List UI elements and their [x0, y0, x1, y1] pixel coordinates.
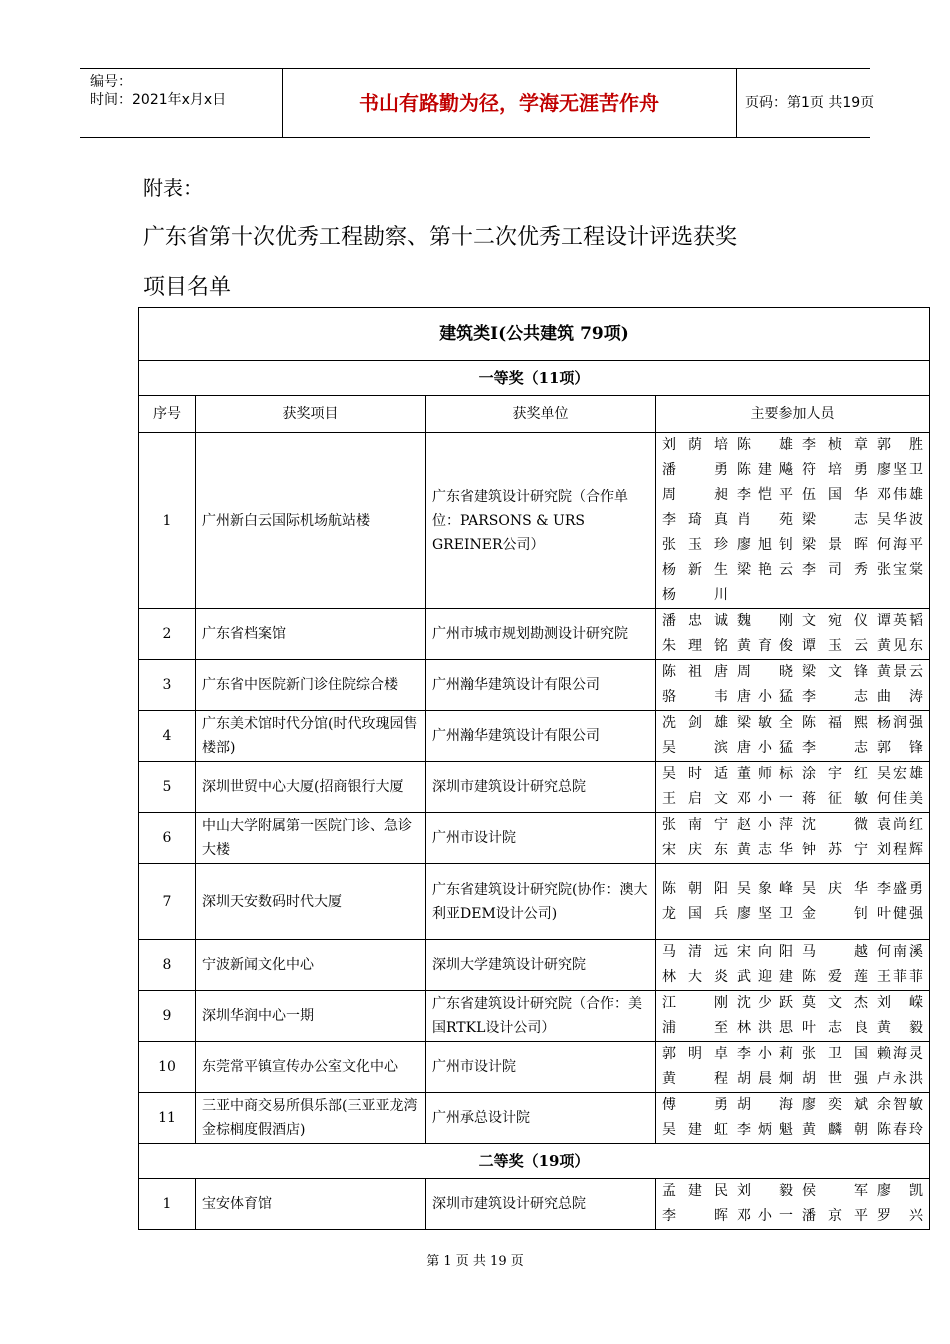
participant-name: 曲 涛: [877, 689, 923, 705]
project-name: 三亚中商交易所俱乐部(三亚亚龙湾金棕榈度假酒店): [196, 1093, 426, 1144]
participant-name: 胡 海: [737, 1097, 793, 1113]
award-level-row: [139, 1144, 930, 1179]
award-level-label: 一等奖（11项）: [139, 361, 930, 396]
participants-line: [662, 813, 923, 838]
participant-name: 符培勇: [802, 462, 868, 478]
participants-line: [662, 991, 923, 1016]
participants: [656, 1179, 930, 1230]
participant-name: 刘荫培: [662, 437, 728, 453]
participant-name: 莫文杰: [802, 995, 868, 1011]
participants-line: [662, 660, 923, 685]
participant-name: 何南溪: [877, 944, 923, 960]
participant-name: 廖坚卫: [737, 905, 793, 922]
award-unit: 广州瀚华建筑设计有限公司: [426, 660, 656, 711]
page-title-line1: 广东省第十次优秀工程勘察、第十二次优秀工程设计评选获奖: [143, 225, 738, 250]
participants: [656, 609, 930, 660]
participant-name: 胡世强: [802, 1071, 868, 1087]
participant-name: 余智敏: [877, 1097, 923, 1113]
participant-name: 潘 勇: [662, 462, 728, 478]
project-name: 东莞常平镇宣传办公室文化中心: [196, 1042, 426, 1093]
participants-line: [662, 433, 923, 458]
participant-name: 刘程辉: [877, 842, 923, 858]
table-row: [139, 864, 930, 940]
participant-name: 潘京平: [802, 1208, 868, 1224]
award-unit: 广州瀚华建筑设计有限公司: [426, 711, 656, 762]
participants: [656, 433, 930, 609]
page-title-line2: 项目名单: [143, 275, 232, 300]
project-name: 中山大学附属第一医院门诊、急诊大楼: [196, 813, 426, 864]
participant-name: 吴建虹: [662, 1122, 728, 1138]
participants-line: [662, 711, 923, 736]
participant-name: 何佳美: [877, 791, 923, 807]
participants-line: [662, 877, 923, 902]
participants-line: [662, 1042, 923, 1067]
participant-name: 李桢章: [802, 437, 868, 453]
participants-line: [662, 483, 923, 508]
participant-name: 吴 滨: [662, 740, 728, 756]
table-row: [139, 940, 930, 991]
participant-name: 张卫国: [802, 1046, 868, 1062]
participants-line: [662, 685, 923, 710]
participant-name: 卢永洪: [877, 1071, 923, 1087]
table-row: [139, 609, 930, 660]
table-row: [139, 762, 930, 813]
participants-line: [662, 1016, 923, 1041]
participant-empty: [737, 583, 793, 608]
participant-name: 王菲菲: [877, 969, 923, 985]
participant-name: 金 钊: [802, 905, 868, 922]
participant-name: 郭明卓: [662, 1046, 728, 1062]
participant-name: 张宝棠: [877, 562, 923, 578]
participants-line: [662, 838, 923, 863]
column-header-row: [139, 396, 930, 433]
participant-name: 吴庆华: [802, 880, 868, 897]
participant-name: 伍国华: [802, 487, 868, 503]
time-label: 时间：2021年x月x日: [90, 92, 227, 108]
participant-name: 宋向阳: [737, 944, 793, 960]
award-unit: 深圳大学建筑设计研究院: [426, 940, 656, 991]
participants: [656, 1093, 930, 1144]
appendix-label: 附表：: [143, 176, 203, 200]
participant-name: 周 晓: [737, 664, 793, 680]
participant-name: 廖旭钊: [737, 537, 793, 553]
participant-name: 黄 程: [662, 1071, 728, 1087]
participant-name: 周 昶: [662, 487, 728, 503]
participants-line: [662, 736, 923, 761]
page-footer: 第 1 页 共 19 页: [426, 1254, 524, 1269]
participant-name: 孟建民: [662, 1183, 728, 1199]
participants: [656, 940, 930, 991]
row-number: 4: [139, 711, 196, 762]
participant-name: 冼剑雄: [662, 715, 728, 731]
participant-name: 李 志: [802, 740, 868, 756]
page-label: 页码：第1页 共19页: [745, 95, 875, 111]
participant-name: 肖 苑: [737, 512, 793, 528]
project-name: 广东省档案馆: [196, 609, 426, 660]
participant-name: 黄见东: [877, 638, 923, 654]
participant-name: 罗 兴: [877, 1208, 923, 1224]
participants-line: [662, 609, 923, 634]
participants-line: [662, 508, 923, 533]
participants-line: [662, 1118, 923, 1143]
participant-empty: [802, 583, 868, 608]
participant-name: 潘忠诚: [662, 613, 728, 629]
award-unit: 广州市设计院: [426, 1042, 656, 1093]
participant-name: 邓伟雄: [877, 487, 923, 503]
award-level-row: [139, 361, 930, 396]
participant-empty: [877, 583, 923, 608]
participants-line: [662, 458, 923, 483]
participants-line: [662, 1179, 923, 1204]
participant-name: 陈 雄: [737, 437, 793, 453]
header-page-cell: [737, 69, 875, 137]
category-title: 建筑类Ⅰ(公共建筑 79项): [139, 308, 930, 361]
row-number: 7: [139, 864, 196, 940]
participant-name: 马清远: [662, 944, 728, 960]
participant-name: 魏 刚: [737, 613, 793, 629]
category-row: [139, 308, 930, 361]
participant-name: 杨新生: [662, 562, 728, 578]
code-label: 编号：: [90, 74, 132, 90]
participant-name: 郭 锋: [877, 740, 923, 756]
participant-name: 董师标: [737, 766, 793, 782]
participants-line: [662, 558, 923, 583]
participants-line: [662, 634, 923, 659]
participant-name: 王启文: [662, 791, 728, 807]
award-unit: 广州承总设计院: [426, 1093, 656, 1144]
participant-name: 李盛勇: [877, 880, 923, 897]
participants: [656, 762, 930, 813]
column-header: 主要参加人员: [656, 396, 930, 433]
participant-name: 吴宏雄: [877, 766, 923, 782]
row-number: 1: [139, 433, 196, 609]
participant-name: 赖海灵: [877, 1046, 923, 1062]
participant-name: 袁尚红: [877, 817, 923, 833]
participant-name: 叶志良: [802, 1020, 868, 1036]
header-meta-cell: [80, 69, 283, 137]
participants-line: [662, 583, 923, 608]
participant-name: 陈福熙: [802, 715, 868, 731]
participant-name: 吴象峰: [737, 880, 793, 897]
award-unit: 广东省建筑设计研究院(协作：澳大利亚DEM设计公司): [426, 864, 656, 940]
participant-name: 黄志华: [737, 842, 793, 858]
table-row: [139, 991, 930, 1042]
participant-name: 赵小萍: [737, 817, 793, 833]
participant-name: 谭玉云: [802, 638, 868, 654]
participant-name: 林洪思: [737, 1020, 793, 1036]
row-number: 3: [139, 660, 196, 711]
participant-name: 李炳魁: [737, 1122, 793, 1138]
project-name: 广州新白云国际机场航站楼: [196, 433, 426, 609]
participant-name: 郭 胜: [877, 437, 923, 453]
participant-name: 李 志: [802, 689, 868, 705]
column-header: 序号: [139, 396, 196, 433]
project-name: 宁波新闻文化中心: [196, 940, 426, 991]
participant-name: 宋庆东: [662, 842, 728, 858]
row-number: 2: [139, 609, 196, 660]
participant-name: 叶健强: [877, 905, 923, 922]
participant-name: 陈建飚: [737, 462, 793, 478]
participant-name: 廖坚卫: [877, 462, 923, 478]
participant-name: 张南宁: [662, 817, 728, 833]
table-row: [139, 660, 930, 711]
participant-name: 涂宇红: [802, 766, 868, 782]
participants-line: [662, 533, 923, 558]
participant-name: 杨润强: [877, 715, 923, 731]
participant-name: 张玉珍: [662, 537, 728, 553]
participant-name: 谭英韬: [877, 613, 923, 629]
project-name: 广东美术馆时代分馆(时代玫瑰园售楼部): [196, 711, 426, 762]
participant-name: 浦 至: [662, 1020, 728, 1036]
participant-name: 梁景晖: [802, 537, 868, 553]
participant-name: 钟苏宁: [802, 842, 868, 858]
participants-line: [662, 787, 923, 812]
participant-name: 黄景云: [877, 664, 923, 680]
participant-name: 李司秀: [802, 562, 868, 578]
participant-name: 陈朝阳: [662, 880, 728, 897]
participant-name: 陈祖唐: [662, 664, 728, 680]
participant-name: 沈少跃: [737, 995, 793, 1011]
participant-name: 李琦真: [662, 512, 728, 528]
project-name: 深圳华润中心一期: [196, 991, 426, 1042]
participant-name: 刘 毅: [737, 1183, 793, 1199]
table-row: [139, 711, 930, 762]
row-number: 1: [139, 1179, 196, 1230]
participant-name: 李小莉: [737, 1046, 793, 1062]
participant-name: 武迎建: [737, 969, 793, 985]
participant-name: 廖奕斌: [802, 1097, 868, 1113]
row-number: 8: [139, 940, 196, 991]
participant-name: 马 越: [802, 944, 868, 960]
award-unit: 广州市城市规划勘测设计研究院: [426, 609, 656, 660]
participants: [656, 711, 930, 762]
participant-name: 梁 志: [802, 512, 868, 528]
project-name: 深圳世贸中心大厦(招商银行大厦: [196, 762, 426, 813]
participant-name: 朱理铭: [662, 638, 728, 654]
participant-name: 唐小猛: [737, 740, 793, 756]
participant-name: 陈爱莲: [802, 969, 868, 985]
participant-name: 吴时适: [662, 766, 728, 782]
participant-name: 胡晨炯: [737, 1071, 793, 1087]
motto: 书山有路勤为径，学海无涯苦作舟: [359, 91, 659, 115]
participants-line: [662, 965, 923, 990]
participant-name: 邓小一: [737, 1208, 793, 1224]
participants: [656, 813, 930, 864]
participant-name: 梁敏全: [737, 715, 793, 731]
participants: [656, 864, 930, 940]
award-unit: 深圳市建筑设计研究总院: [426, 762, 656, 813]
header-motto-cell: [282, 69, 737, 137]
participants-line: [662, 940, 923, 965]
participant-name: 唐小猛: [737, 689, 793, 705]
participant-name: 黄 毅: [877, 1020, 923, 1036]
participants: [656, 660, 930, 711]
participants-line: [662, 1093, 923, 1118]
participant-name: 刘 嵘: [877, 995, 923, 1011]
participant-name: 黄育俊: [737, 638, 793, 654]
participant-name: 沈 微: [802, 817, 868, 833]
participant-name: 江 刚: [662, 995, 728, 1011]
participant-name: 黄麟朝: [802, 1122, 868, 1138]
participant-name: 傅 勇: [662, 1097, 728, 1113]
column-header: 获奖单位: [426, 396, 656, 433]
participant-name: 杨 川: [662, 587, 728, 603]
participant-name: 廖 凯: [877, 1183, 923, 1199]
award-table: [138, 307, 930, 1230]
award-unit: 广东省建筑设计研究院（合作：美国RTKL设计公司）: [426, 991, 656, 1042]
participant-name: 梁文锋: [802, 664, 868, 680]
award-unit: 广州市设计院: [426, 813, 656, 864]
participant-name: 梁艳云: [737, 562, 793, 578]
participants-line: [662, 902, 923, 927]
project-name: 深圳天安数码时代大厦: [196, 864, 426, 940]
participant-name: 何海平: [877, 537, 923, 553]
participant-name: 侯 军: [802, 1183, 868, 1199]
participant-name: 李 晖: [662, 1208, 728, 1224]
table-row: [139, 813, 930, 864]
table-row: [139, 1179, 930, 1230]
participants: [656, 1042, 930, 1093]
project-name: 广东省中医院新门诊住院综合楼: [196, 660, 426, 711]
participant-name: 龙国兵: [662, 905, 728, 922]
project-name: 宝安体育馆: [196, 1179, 426, 1230]
participant-name: 李恺平: [737, 487, 793, 503]
table-row: [139, 1093, 930, 1144]
table-row: [139, 1042, 930, 1093]
table-row: [139, 433, 930, 609]
award-unit: 广东省建筑设计研究院（合作单位：PARSONS & URS GREINER公司）: [426, 433, 656, 609]
document-header: [80, 68, 875, 138]
participant-name: 陈春玲: [877, 1122, 923, 1138]
participant-name: 蒋征敏: [802, 791, 868, 807]
participants-line: [662, 762, 923, 787]
participant-name: 骆 韦: [662, 689, 728, 705]
participants: [656, 991, 930, 1042]
row-number: 11: [139, 1093, 196, 1144]
row-number: 9: [139, 991, 196, 1042]
award-level-label: 二等奖（19项）: [139, 1144, 930, 1179]
participant-name: 邓小一: [737, 791, 793, 807]
row-number: 6: [139, 813, 196, 864]
column-header: 获奖项目: [196, 396, 426, 433]
row-number: 10: [139, 1042, 196, 1093]
participants-line: [662, 1204, 923, 1229]
award-unit: 深圳市建筑设计研究总院: [426, 1179, 656, 1230]
participant-name: 文宛仪: [802, 613, 868, 629]
participant-name: 吴华波: [877, 512, 923, 528]
participants-line: [662, 1067, 923, 1092]
participant-name: 林大炎: [662, 969, 728, 985]
row-number: 5: [139, 762, 196, 813]
